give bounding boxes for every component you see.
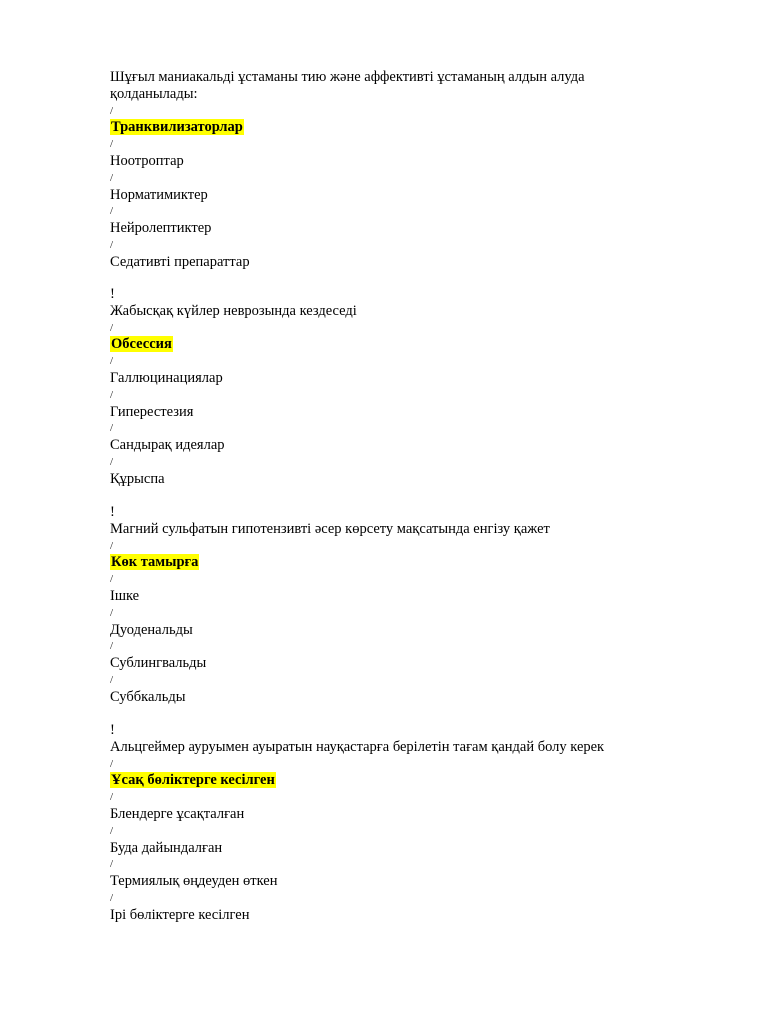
- question-stem-line: Шұғыл маниакальді ұстаманы тию және аффективті ұстаманың алдын алуда: [110, 69, 585, 85]
- answer-option: Сандырақ идеялар: [110, 437, 225, 454]
- separator: /: [110, 673, 114, 686]
- answer-option: Седативті препараттар: [110, 253, 250, 270]
- question-stem-line: Альцгеймер ауруымен ауыратын науқастарға берілетін тағам қандай болу керек: [110, 738, 605, 755]
- question-1: [110, 69, 670, 271]
- answer-option: Дуоденальды: [110, 621, 193, 638]
- separator: /: [110, 791, 114, 804]
- separator: /: [110, 757, 114, 770]
- separator: /: [110, 355, 114, 368]
- separator: /: [110, 238, 114, 251]
- answer-option: Ірі бөліктерге кесілген: [110, 906, 250, 923]
- separator: /: [110, 573, 114, 586]
- separator: /: [110, 858, 114, 871]
- answer-option: Ноотроптар: [110, 152, 184, 169]
- answer-option: Нейролептиктер: [110, 220, 212, 237]
- separator: /: [110, 606, 114, 619]
- correct-answer: Көк тамырға: [111, 554, 199, 571]
- answer-option: Норматимиктер: [110, 186, 208, 203]
- separator: /: [110, 539, 114, 552]
- answer-option: Суббкальды: [110, 688, 186, 705]
- question-marker: !: [110, 286, 115, 302]
- separator: /: [110, 171, 114, 184]
- separator: /: [110, 205, 114, 218]
- answer-option: Галлюцинациялар: [110, 369, 223, 386]
- separator: /: [110, 422, 114, 435]
- correct-answer: Транквилизаторлар: [111, 119, 243, 136]
- separator: /: [110, 455, 114, 468]
- correct-answer: Обсессия: [111, 336, 172, 353]
- answer-option: Буда дайындалған: [110, 839, 223, 856]
- correct-answer: Ұсақ бөліктерге кесілген: [111, 772, 275, 789]
- question-stem-line: Магний сульфатын гипотензивті әсер көрсету мақсатында енгізу қажет: [110, 520, 550, 537]
- question-2: [110, 286, 670, 488]
- separator: /: [110, 138, 114, 151]
- answer-option: Гиперестезия: [110, 403, 194, 420]
- answer-option: Термиялық өңдеуден өткен: [110, 873, 278, 890]
- separator: /: [110, 321, 114, 334]
- separator: /: [110, 640, 114, 653]
- separator: /: [110, 891, 114, 904]
- separator: /: [110, 104, 114, 117]
- question-stem-line: Жабысқақ күйлер неврозында кездеседі: [110, 302, 357, 319]
- question-stem-line: қолданылады:: [110, 85, 198, 102]
- answer-option: Сублингвальды: [110, 655, 207, 672]
- separator: /: [110, 824, 114, 837]
- question-marker: !: [110, 504, 115, 520]
- answer-option: Блендерге ұсақталған: [110, 805, 245, 822]
- answer-option: Ішке: [110, 587, 140, 604]
- question-3: [110, 504, 670, 706]
- question-4: [110, 722, 670, 924]
- question-marker: !: [110, 722, 115, 738]
- separator: /: [110, 388, 114, 401]
- answer-option: Құрыспа: [110, 470, 165, 487]
